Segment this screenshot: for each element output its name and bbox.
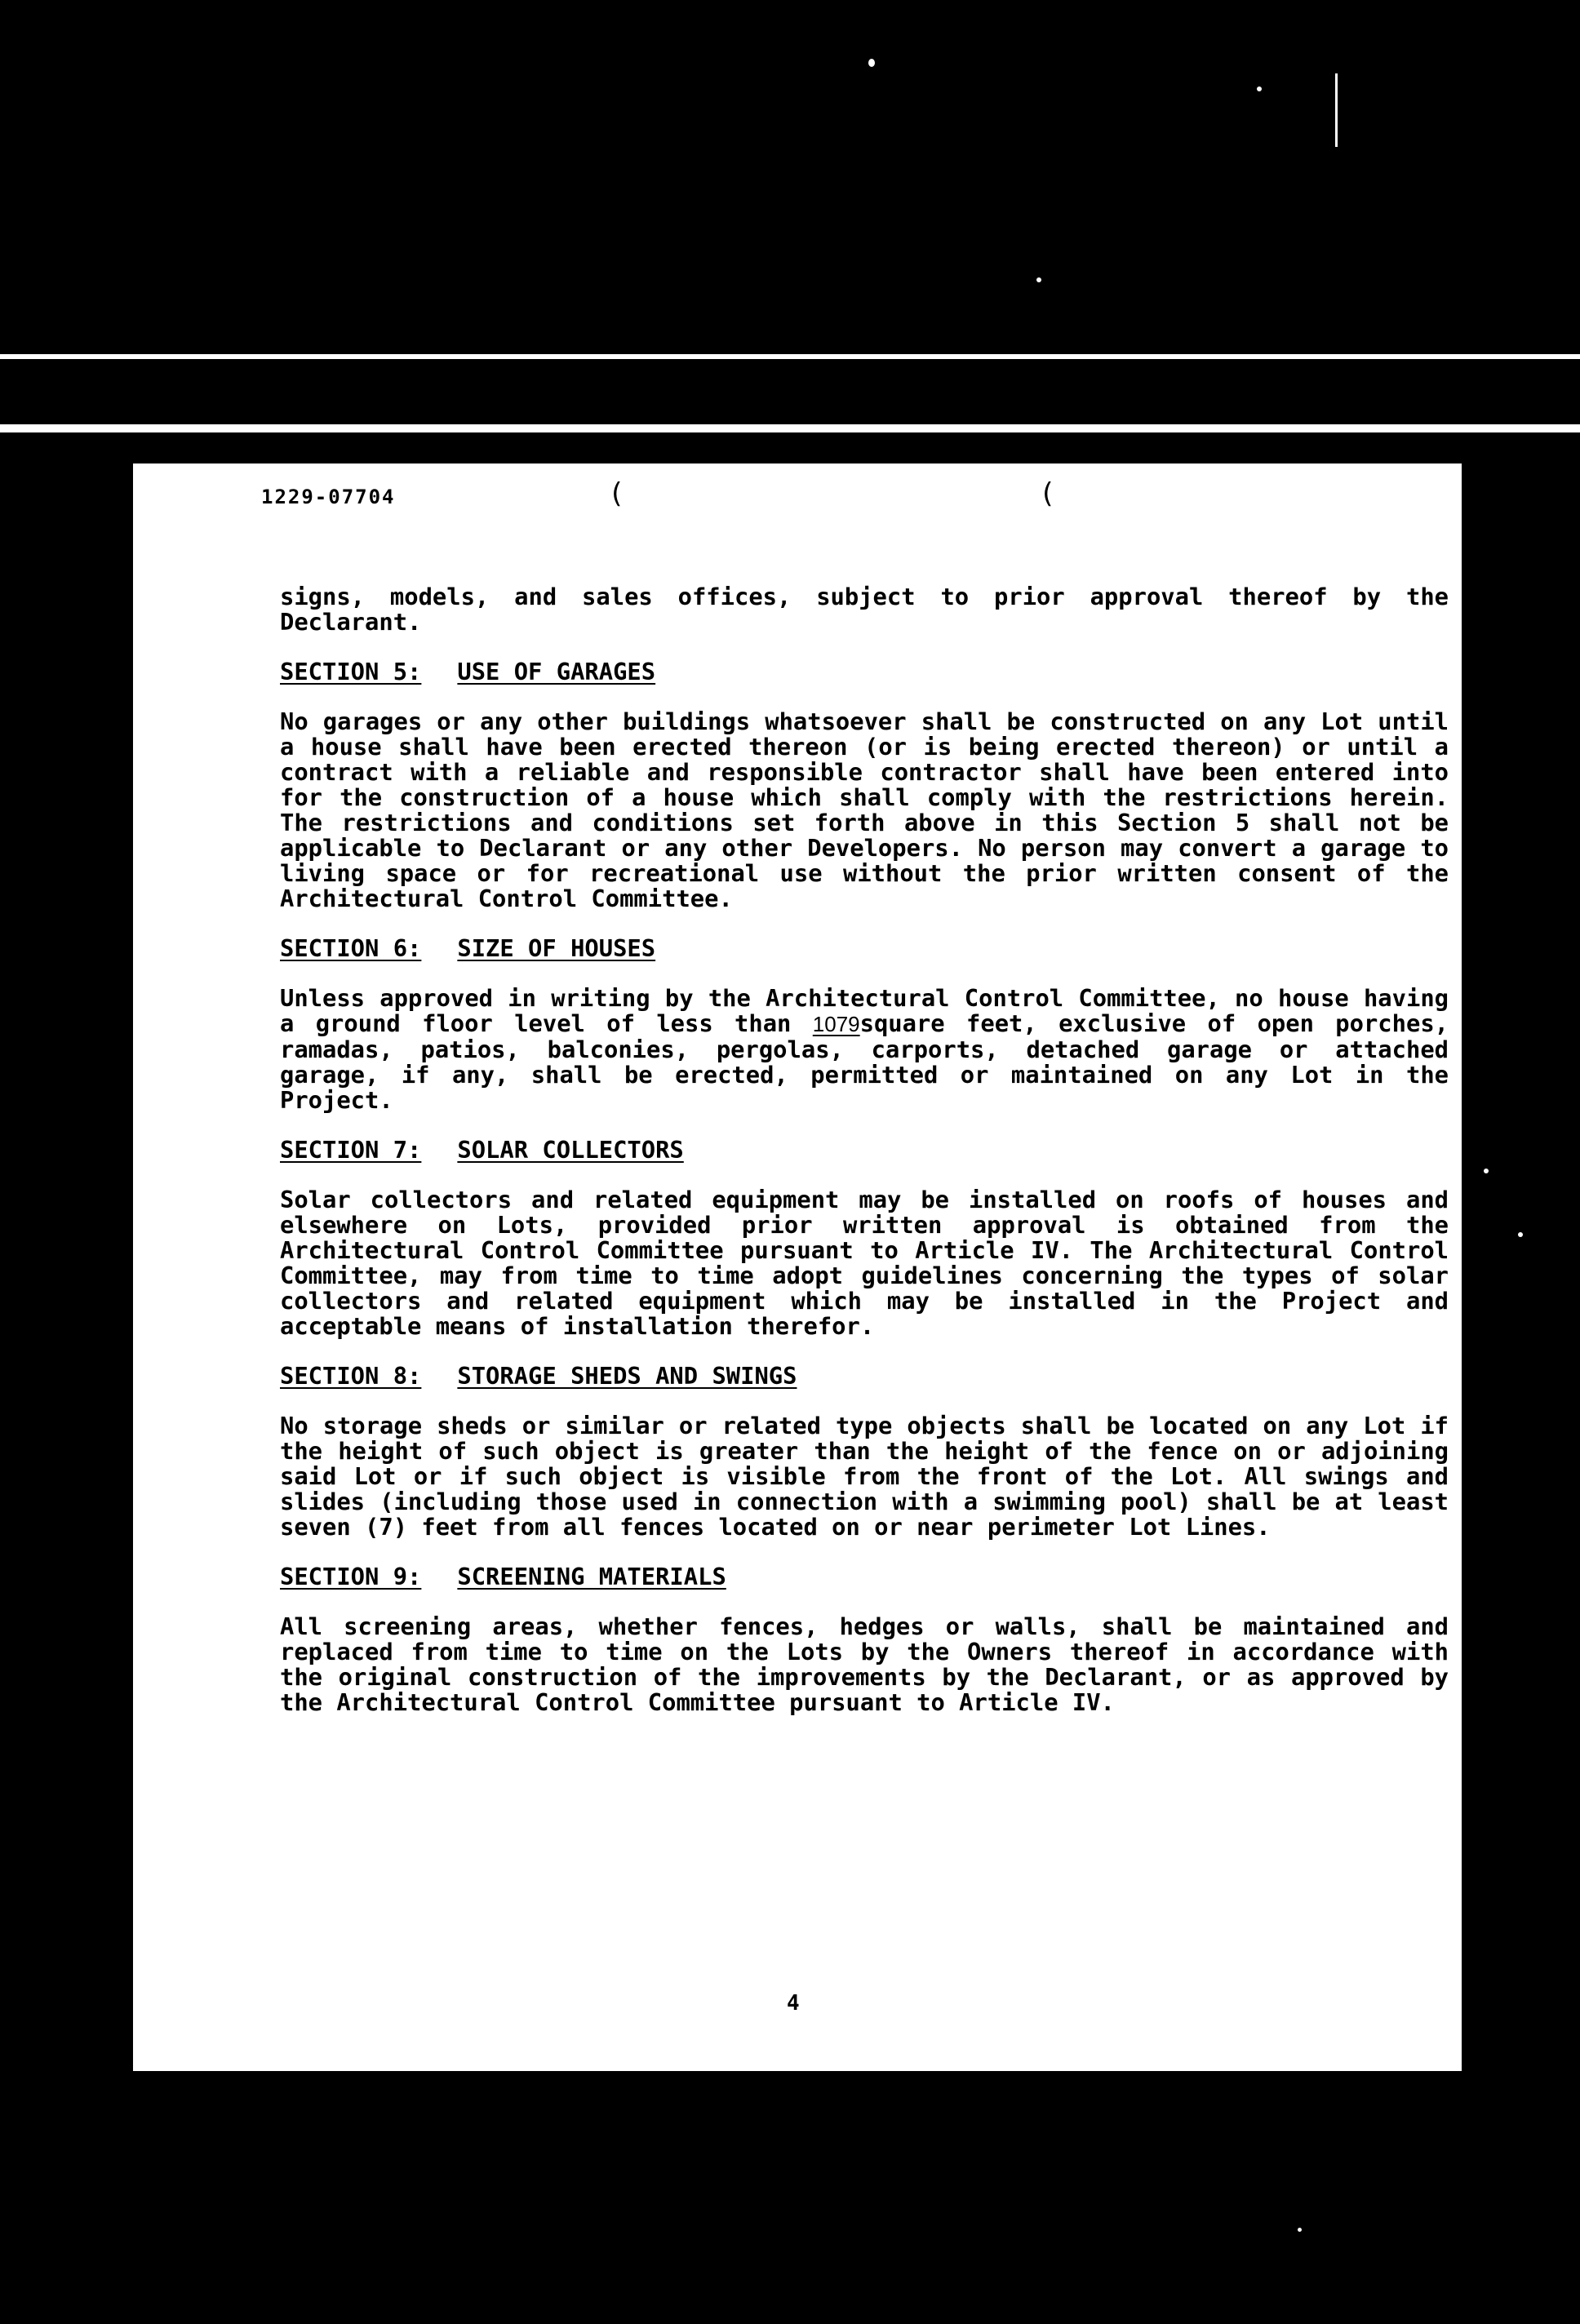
section-7-body: Solar collectors and related equipment may be installed on roofs of houses and elsewhere on Lots, provided prior written approval is obtained from the Architectural Control Committee pursuant to Article IV. The Architectural Control Committee, may from time to time adopt guidelines concerning the types of solar collectors and related equipment which may be installed in the Project and acceptable means of installation therefor. (280, 1186, 1449, 1340)
section-8-body: No storage sheds or similar or related type objects shall be located on any Lot if the height of such object is greater than the height of the fence on or adjoining said Lot or if such object is visible from the front of the Lot. All swings and slides (including those used in connection with a swimming pool) shall be at least seven (7) feet from all fences located on or near perimeter Lot Lines. (280, 1412, 1449, 1541)
scan-speck (1335, 73, 1338, 147)
section-9-body: All screening areas, whether fences, hedges or walls, shall be maintained and replaced from time to time on the Lots by the Owners thereof in accordance with the original construction of the improvements by the Declarant, or as approved by the Architectural Control Committee pursuant to Article IV. (280, 1612, 1449, 1716)
document-page (133, 463, 1537, 2071)
recording-page-stamp: 678 (1499, 1826, 1537, 1896)
scan-speck (1036, 277, 1041, 282)
section-title: SCREENING MATERIALS (457, 1563, 726, 1590)
section-8-heading (280, 1364, 1449, 1389)
header-parenthesis-left: ( (608, 477, 625, 510)
document-number: 1229-07704 (261, 486, 396, 508)
document-body (280, 584, 1449, 1715)
section-number: SECTION 6: (280, 934, 422, 962)
scan-speck (868, 59, 875, 67)
square-feet-fill-in: 1079 (812, 1012, 860, 1036)
scan-speck (1257, 86, 1262, 91)
recording-book-stamp: 7649 (1499, 1652, 1537, 1744)
section-5-body: No garages or any other buildings whatsoever shall be constructed on any Lot until a house shall have been erected thereon (or is being erected thereon) or until a contract with a reliable and responsible contractor shall have been entered into for the construction of a house which shall comply with the restrictions herein. The restrictions and conditions set forth above in this Section 5 shall not be applicable to Declarant or any other Developers. No person may convert a garage to living space or for recreational use without the prior written consent of the Architectural Control Committee. (280, 707, 1449, 912)
section-6-text-after: square feet, exclusive of open porches, ramadas, patios, balconies, pergolas, carports, detached garage or attached garage, if any, shall be erected, permitted or maintained on any Lot in the Project. (280, 1009, 1449, 1114)
section-9-heading (280, 1564, 1449, 1590)
section-number: SECTION 7: (280, 1136, 422, 1164)
intro-paragraph: signs, models, and sales offices, subject to prior approval thereof by the Declarant. (280, 583, 1449, 636)
section-6-heading (280, 936, 1449, 961)
scan-speck (1484, 1169, 1489, 1173)
section-7-heading (280, 1138, 1449, 1163)
section-6-body (280, 986, 1449, 1113)
section-number: SECTION 9: (280, 1563, 422, 1590)
section-title: SOLAR COLLECTORS (457, 1136, 684, 1164)
section-title: STORAGE SHEDS AND SWINGS (457, 1362, 797, 1390)
section-6-text-before: Unless approved in writing by the Architectural Control Committee, no house having a ground floor level of less than (280, 984, 1449, 1037)
section-5-heading (280, 659, 1449, 685)
header-parenthesis-right: ( (1039, 477, 1056, 510)
scan-speck (1518, 1232, 1523, 1237)
page-number: 4 (787, 1991, 800, 2016)
scan-speck (1298, 2228, 1302, 2232)
section-title: USE OF GARAGES (457, 658, 656, 685)
section-title: SIZE OF HOUSES (457, 934, 656, 962)
scan-rule-line (0, 354, 1580, 359)
scan-rule-band (0, 424, 1580, 432)
section-number: SECTION 8: (280, 1362, 422, 1390)
section-number: SECTION 5: (280, 658, 422, 685)
